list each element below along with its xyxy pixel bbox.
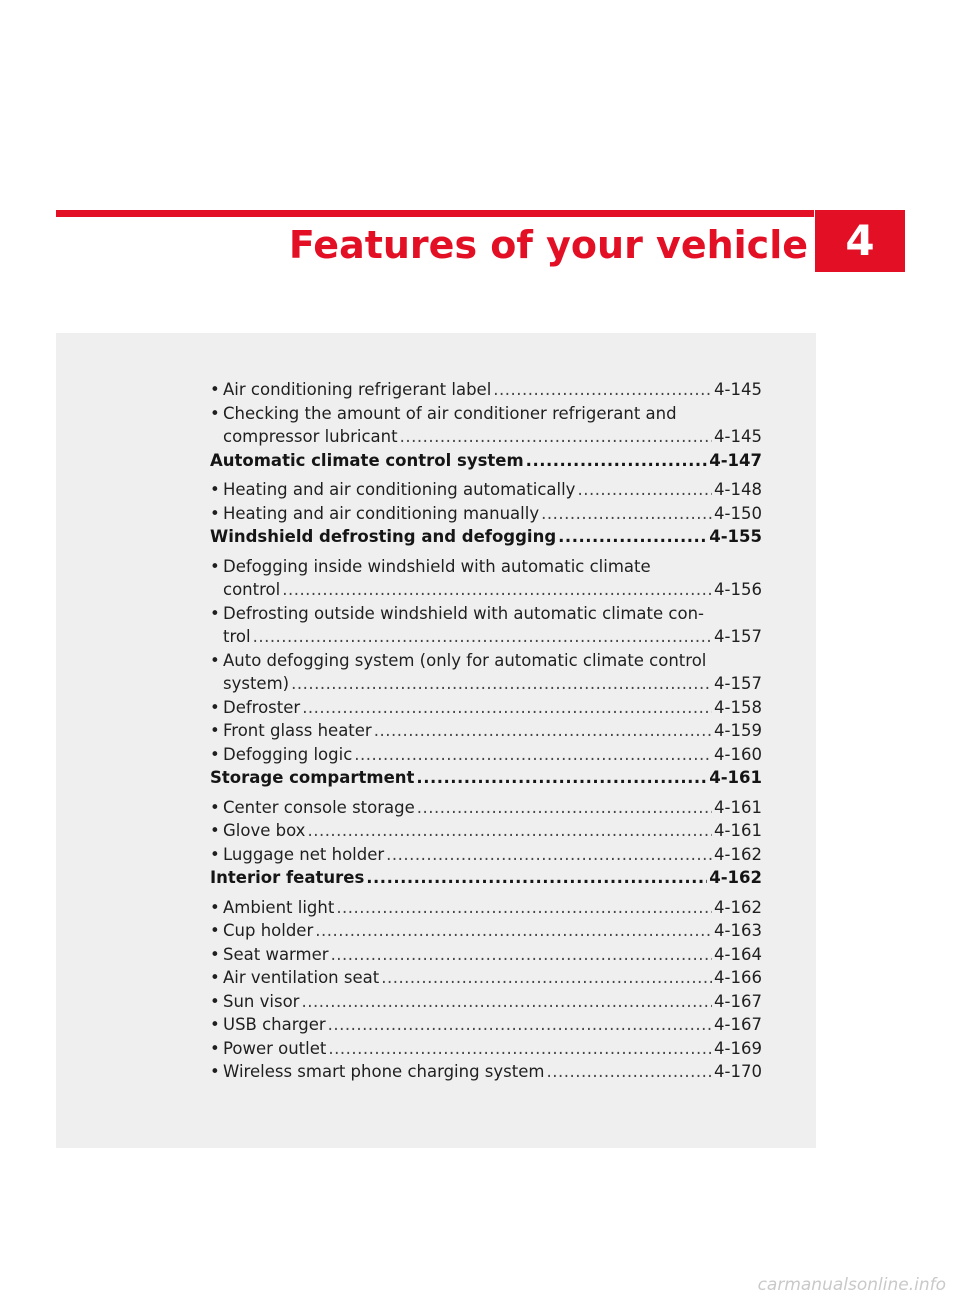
toc-entry-title: Defogging inside windshield with automatic climate	[223, 556, 651, 576]
toc-page-number: 4-155	[709, 527, 762, 546]
toc-page-number: 4-147	[709, 450, 762, 470]
dot-leader	[416, 766, 707, 790]
toc-entry[interactable]	[210, 796, 762, 820]
dot-leader	[374, 719, 712, 743]
bullet-icon: •	[210, 944, 220, 964]
toc-entry-title: Heating and air conditioning automatically	[223, 480, 576, 499]
dot-leader	[315, 919, 712, 943]
bullet-icon: •	[210, 821, 220, 840]
table-of-contents	[210, 378, 762, 1084]
bullet-icon: •	[210, 503, 220, 523]
chapter-header-rule	[56, 210, 814, 217]
toc-page-number: 4-148	[714, 480, 762, 499]
toc-page-number: 4-161	[714, 821, 762, 840]
bullet-icon: •	[210, 744, 220, 764]
bullet-icon: •	[210, 968, 220, 987]
chapter-number-tab: 4	[815, 210, 905, 272]
bullet-icon: •	[210, 1062, 220, 1081]
toc-entry[interactable]	[210, 743, 762, 767]
toc-page-number: 4-161	[709, 768, 762, 787]
bullet-icon: •	[210, 380, 220, 399]
toc-entry[interactable]	[210, 402, 762, 449]
toc-page-number: 4-145	[714, 380, 762, 399]
bullet-icon: •	[210, 1015, 220, 1034]
dot-leader	[302, 696, 712, 720]
bullet-icon: •	[210, 556, 220, 576]
dot-leader	[354, 743, 712, 767]
toc-page-number: 4-162	[709, 868, 762, 887]
toc-entry[interactable]	[210, 1037, 762, 1061]
toc-entry-title: Defrosting outside windshield with automatic climate con-	[223, 603, 704, 623]
dot-leader	[253, 625, 712, 649]
toc-entry-title: Automatic climate control system	[210, 450, 524, 470]
toc-page-number: 4-169	[714, 1038, 762, 1058]
toc-page-number: 4-166	[714, 968, 762, 987]
bullet-icon: •	[210, 480, 220, 499]
toc-entry-title: Air conditioning refrigerant label	[223, 380, 492, 399]
bullet-icon: •	[210, 797, 220, 817]
dot-leader	[493, 378, 712, 402]
toc-entry[interactable]	[210, 478, 762, 502]
chapter-title: Features of your vehicle	[288, 223, 808, 267]
toc-entry[interactable]	[210, 378, 762, 402]
toc-entry[interactable]	[210, 1060, 762, 1084]
toc-entry-title: Center console storage	[223, 797, 415, 817]
toc-section-heading[interactable]	[210, 866, 762, 890]
watermark: carmanualsonline.info	[757, 1275, 946, 1295]
toc-entry-title: Wireless smart phone charging system	[223, 1062, 545, 1081]
dot-leader	[301, 990, 712, 1014]
dot-leader	[336, 896, 712, 920]
toc-entry[interactable]	[210, 696, 762, 720]
toc-page-number: 4-162	[714, 844, 762, 864]
toc-page-number: 4-159	[714, 721, 762, 740]
dot-leader	[526, 449, 708, 473]
toc-entry-title: compressor lubricant	[223, 427, 398, 446]
bullet-icon: •	[210, 921, 220, 940]
bullet-icon: •	[210, 1038, 220, 1058]
dot-leader	[541, 502, 712, 526]
bullet-icon: •	[210, 721, 220, 740]
toc-entry[interactable]	[210, 719, 762, 743]
toc-entry[interactable]	[210, 819, 762, 843]
toc-page-number: 4-167	[714, 991, 762, 1011]
dot-leader	[577, 478, 712, 502]
dot-leader	[291, 672, 712, 696]
toc-entry-title: Auto defogging system (only for automatic climate control	[223, 650, 707, 670]
toc-entry-title: Heating and air conditioning manually	[223, 503, 540, 523]
dot-leader	[417, 796, 712, 820]
toc-entry[interactable]	[210, 602, 762, 649]
toc-page-number: 4-158	[714, 697, 762, 717]
dot-leader	[381, 966, 712, 990]
toc-entry-title: Front glass heater	[223, 721, 372, 740]
toc-entry-title: Interior features	[210, 868, 365, 887]
bullet-icon: •	[210, 403, 220, 423]
toc-section-heading[interactable]	[210, 766, 762, 790]
toc-entry-title: Air ventilation seat	[223, 968, 380, 987]
dot-leader	[386, 843, 712, 867]
toc-entry-title: Checking the amount of air conditioner refrigerant and	[223, 403, 677, 423]
toc-entry[interactable]	[210, 919, 762, 943]
dot-leader	[331, 943, 712, 967]
toc-page-number: 4-160	[714, 744, 762, 764]
bullet-icon: •	[210, 991, 220, 1011]
dot-leader	[558, 525, 707, 549]
toc-page-number: 4-150	[714, 503, 762, 523]
dot-leader	[400, 425, 712, 449]
toc-page-number: 4-170	[714, 1062, 762, 1081]
toc-entry-title: Power outlet	[223, 1038, 327, 1058]
toc-entry[interactable]	[210, 502, 762, 526]
toc-entry-title: control	[223, 580, 281, 599]
dot-leader	[307, 819, 712, 843]
toc-entry-title: Storage compartment	[210, 768, 415, 787]
toc-entry-title: Seat warmer	[223, 944, 329, 964]
toc-entry-title: system)	[223, 674, 290, 693]
toc-entry-title: trol	[223, 627, 251, 646]
dot-leader	[328, 1037, 712, 1061]
toc-entry[interactable]	[210, 649, 762, 696]
toc-entry-title: Defroster	[223, 697, 301, 717]
toc-entry[interactable]	[210, 843, 762, 867]
dot-leader	[282, 578, 712, 602]
toc-entry-title: Defogging logic	[223, 744, 353, 764]
toc-page-number: 4-157	[714, 674, 762, 693]
bullet-icon: •	[210, 897, 220, 917]
toc-page-number: 4-145	[714, 427, 762, 446]
toc-entry-title: Sun visor	[223, 991, 300, 1011]
bullet-icon: •	[210, 697, 220, 717]
toc-section-heading[interactable]	[210, 525, 762, 549]
toc-entry-title: Luggage net holder	[223, 844, 385, 864]
toc-entry[interactable]	[210, 966, 762, 990]
toc-entry-title: Windshield defrosting and defogging	[210, 527, 557, 546]
toc-entry-title: Glove box	[223, 821, 306, 840]
toc-entry[interactable]	[210, 555, 762, 602]
toc-page-number: 4-164	[714, 944, 762, 964]
toc-page-number: 4-163	[714, 921, 762, 940]
bullet-icon: •	[210, 603, 220, 623]
toc-page-number: 4-156	[714, 580, 762, 599]
toc-entry[interactable]	[210, 990, 762, 1014]
dot-leader	[328, 1013, 712, 1037]
toc-entry-title: Cup holder	[223, 921, 314, 940]
toc-entry[interactable]	[210, 896, 762, 920]
toc-page-number: 4-157	[714, 627, 762, 646]
toc-page-number: 4-161	[714, 797, 762, 817]
toc-entry-title: USB charger	[223, 1015, 326, 1034]
toc-page-number: 4-162	[714, 897, 762, 917]
toc-section-heading[interactable]	[210, 449, 762, 473]
dot-leader	[546, 1060, 712, 1084]
toc-entry-title: Ambient light	[223, 897, 335, 917]
bullet-icon: •	[210, 844, 220, 864]
bullet-icon: •	[210, 650, 220, 670]
toc-entry[interactable]	[210, 1013, 762, 1037]
dot-leader	[366, 866, 707, 890]
toc-entry[interactable]	[210, 943, 762, 967]
toc-page-number: 4-167	[714, 1015, 762, 1034]
